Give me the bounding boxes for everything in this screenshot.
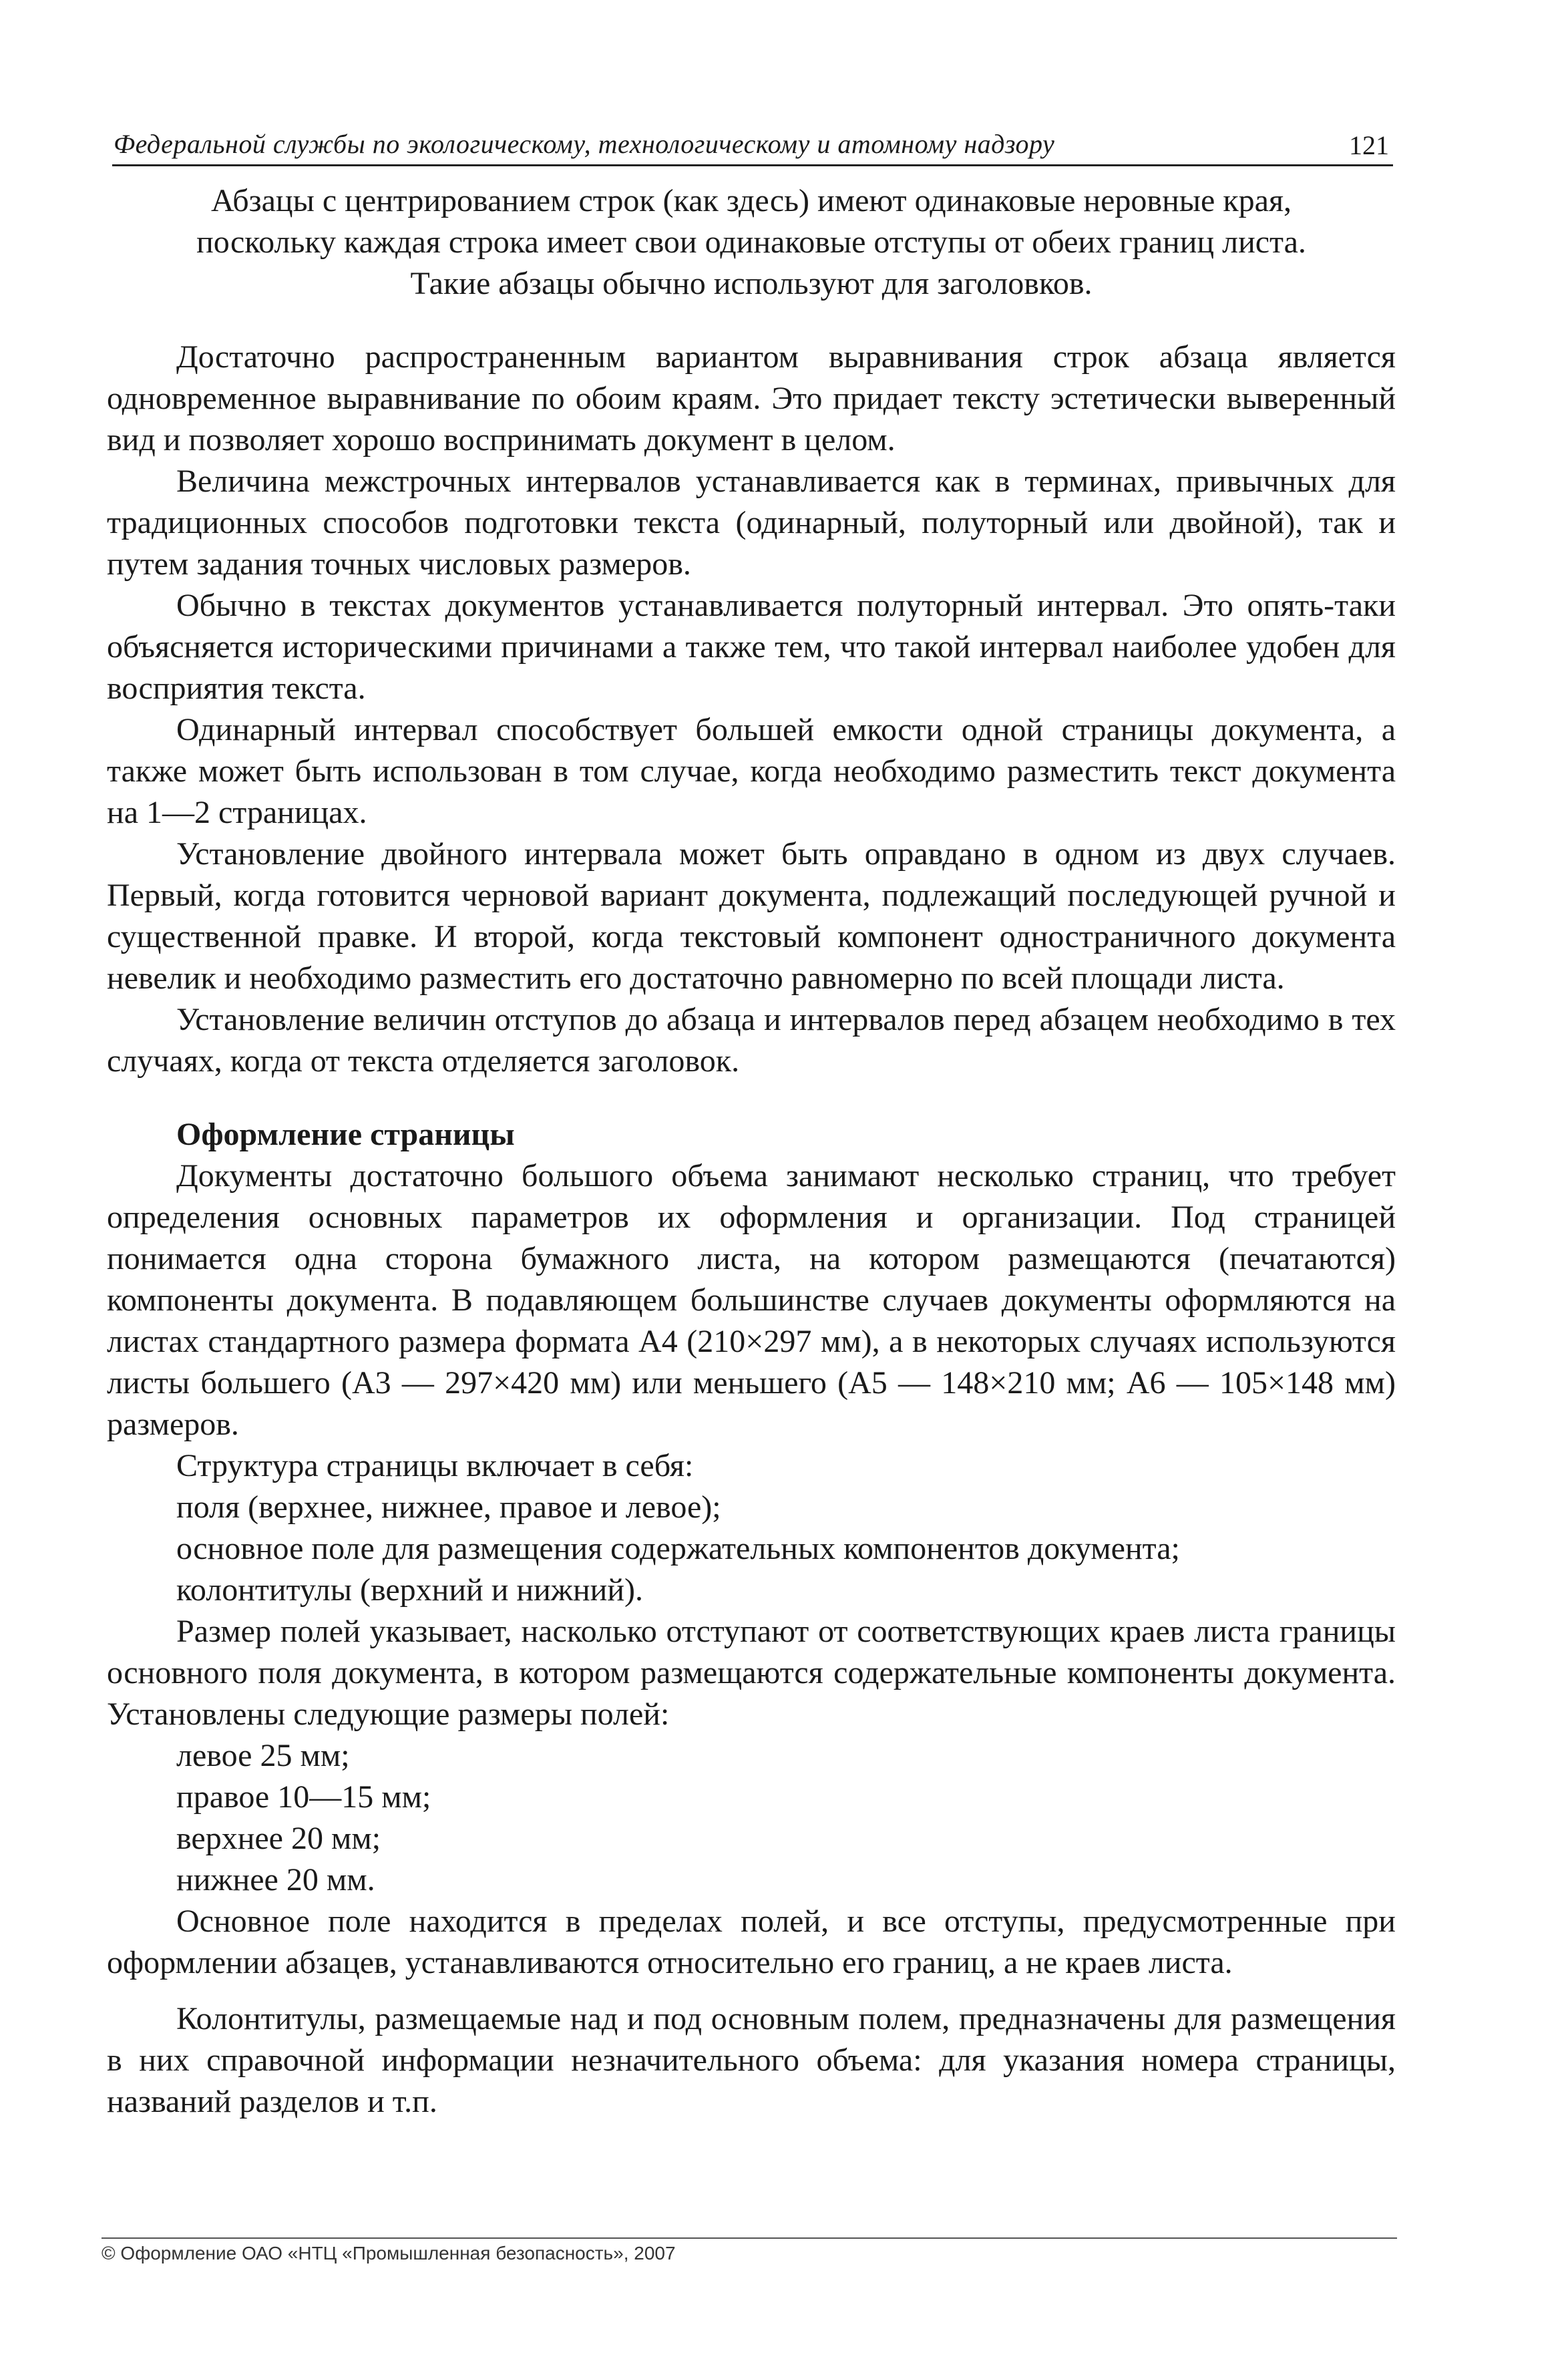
list-item: поля (верхнее, нижнее, правое и левое); bbox=[176, 1489, 721, 1525]
paragraph-margins: Размер полей указывает, насколько отступают от соответствующих краев листа границы основного поля документа, в котором размещаются содержательные компоненты документа. Установлены следующие размеры полей: bbox=[107, 1614, 1396, 1732]
paragraph-line-spacing: Величина межстрочных интервалов устанавливается как в терминах, привычных для традиционных способов подготовки текста (одинарный, полуторный или двойной), так и путем задания точных числовых размеров. bbox=[107, 464, 1396, 582]
list-item: левое 25 мм; bbox=[176, 1738, 350, 1773]
paragraph-justify: Достаточно распространенным вариантом выравнивания строк абзаца является одновременное выравнивание по обоим краям. Это придает тексту эстетически выверенный вид и позволяет хорошо воспринимать документ в целом. bbox=[107, 339, 1396, 458]
body-text bbox=[107, 180, 1396, 2123]
list-item: основное поле для размещения содержательных компонентов документа; bbox=[176, 1531, 1180, 1566]
paragraph-headers-footers: Колонтитулы, размещаемые над и под основным полем, предназначены для размещения в них справочной информации незначительного объема: для указания номера страницы, названий разделов и т.п. bbox=[107, 2001, 1396, 2119]
list-item: колонтитулы (верхний и нижний). bbox=[176, 1572, 643, 1608]
footer-copyright: © Оформление ОАО «НТЦ «Промышленная безопасность», 2007 bbox=[102, 2237, 1397, 2264]
section-heading: Оформление страницы bbox=[176, 1117, 515, 1152]
paragraph-double: Установление двойного интервала может быть оправдано в одном из двух случаев. Первый, когда готовится черновой вариант документа, подлежащий последующей ручной и существенной правке. И второй, когда текстовый компонент одностраничного документа невелик и необходимо разместить его достаточно равномерно по всей площади листа. bbox=[107, 836, 1396, 996]
paragraph-one-and-half: Обычно в текстах документов устанавливается полуторный интервал. Это опять-таки объясняется историческими причинами а также тем, что такой интервал наиболее удобен для восприятия текста. bbox=[107, 588, 1396, 706]
list-item: правое 10—15 мм; bbox=[176, 1779, 431, 1815]
list-item: нижнее 20 мм. bbox=[176, 1862, 375, 1897]
centered-paragraph: Абзацы с центрированием строк (как здесь) имеют одинаковые неровные края, поскольку каждая строка имеет свои одинаковые отступы от обеих границ листа. Такие абзацы обычно используют для заголовков. bbox=[196, 183, 1306, 301]
paragraph-main-field: Основное поле находится в пределах полей, и все отступы, предусмотренные при оформлении абзацев, устанавливаются относительно его границ, а не краев листа. bbox=[107, 1904, 1396, 1980]
running-header bbox=[112, 126, 1393, 166]
page-number: 121 bbox=[1349, 130, 1389, 160]
paragraph-pages: Документы достаточно большого объема занимают несколько страниц, что требует определения основных параметров их оформления и организации. Под страницей понимается одна сторона бумажного листа, на котором размещаются (печатаются) компоненты документа. В подавляющем большинстве случаев документы оформляются на листах стандартного размера формата А4 (210×297 мм), а в некоторых случаях используются листы большего (А3 — 297×420 мм) или меньшего (А5 — 148×210 мм; А6 — 105×148 мм) размеров. bbox=[107, 1158, 1396, 1442]
list-item: верхнее 20 мм; bbox=[176, 1821, 381, 1856]
paragraph-single: Одинарный интервал способствует большей емкости одной страницы документа, а также может быть использован в том случае, когда необходимо разместить текст документа на 1—2 страницах. bbox=[107, 712, 1396, 830]
paragraph-indents: Установление величин отступов до абзаца и интервалов перед абзацем необходимо в тех случаях, когда от текста отделяется заголовок. bbox=[107, 1002, 1396, 1079]
header-title: Федеральной службы по экологическому, технологическому и атомному надзору bbox=[114, 129, 1055, 159]
structure-intro: Структура страницы включает в себя: bbox=[176, 1448, 694, 1483]
